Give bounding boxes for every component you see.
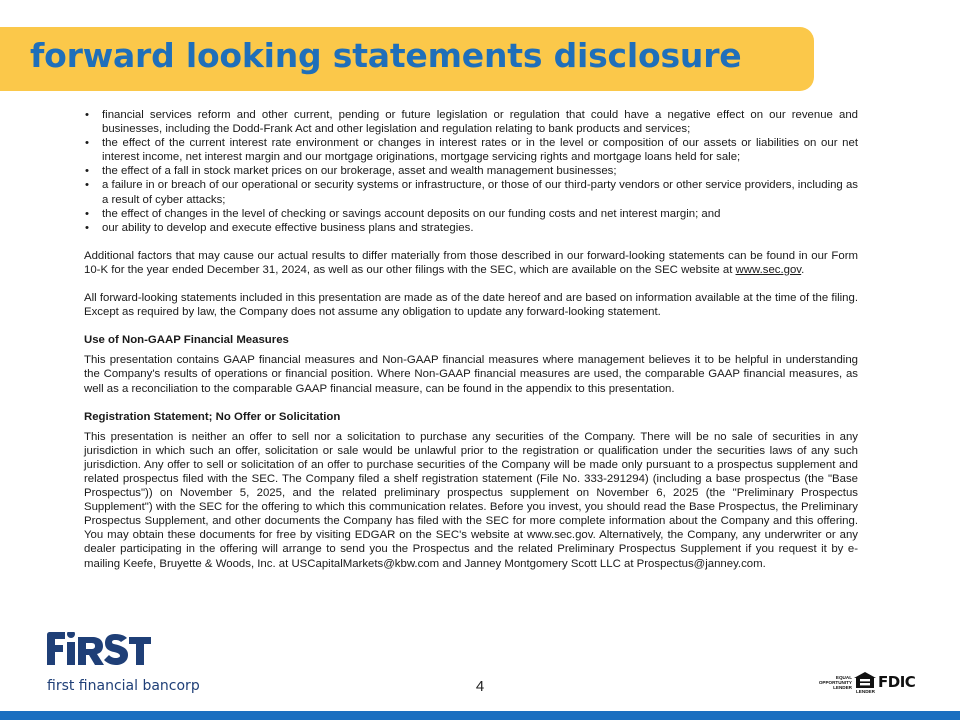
additional-factors-paragraph (84, 249, 858, 277)
equal-housing-icon (854, 672, 876, 688)
logo-wordmark (47, 632, 151, 665)
first-financial-logo (47, 632, 151, 666)
page-number: 4 (475, 678, 485, 695)
fdic-logo: FDIC (878, 673, 916, 691)
list-item: • the effect of a fall in stock market prices on our brokerage, asset and wealth management businesses; (84, 164, 858, 178)
forward-looking-paragraph: All forward-looking statements included in this presentation are made as of the date hereof and are based on information available at the time of the filing. Except as required by law, the Company does not assume any obligation to update any forward-looking statement. (84, 292, 858, 319)
registration-paragraph: This presentation is neither an offer to sell nor a solicitation to purchase any securities of the Company. There will be no sale of securities in any jurisdiction in which such an offer, solicitation or sale would be unlawful prior to the registration or qualification under the securities laws of any such jurisdiction. Any offer to sell or solicitation of an offer to purchase securities of the Company will be made only pursuant to a prospectus supplement and related prospectus filed with the SEC. The Company filed a shelf registration statement (File No. 333-291294) (including a base prospectus (the "Base Prospectus")) on November 5, 2025, and the related preliminary prospectus supplement on November 6, 2025 (the "Preliminary Prospectus Supplement") with the SEC for the offering to which this communication relates. Before you invest, you should read the Base Prospectus, the Preliminary Prospectus Supplement, and other documents the Company has filed with the SEC for more complete information about the Company and this offering. You may obtain these documents for free by visiting EDGAR on the SEC's website at www.sec.gov. Alternatively, the Company, any underwriter or any dealer participating in the offering will arrange to send you the Prospectus and the related Preliminary Prospectus Supplement if you request it by e-mailing Keefe, Bruyette & Woods, Inc. at USCapitalMarkets@kbw.com and Janney Montgomery Scott LLC at Prospectus@janney.com. (84, 430, 858, 570)
disclosure-body (84, 108, 858, 571)
company-name: first financial bancorp (47, 678, 200, 694)
list-item: • the effect of changes in the level of checking or savings account deposits on our funding costs and net interest margin; and (84, 207, 858, 221)
footer-bar (0, 711, 960, 720)
lender-label: LENDER (856, 689, 875, 694)
list-item: • the effect of the current interest rate environment or changes in interest rates or in the level or composition of our assets or liabilities on our net interest income, net interest margin and our mortgage originations, mortgage servicing rights and mortgage loans held for sale; (84, 136, 858, 164)
non-gaap-paragraph: This presentation contains GAAP financial measures and Non-GAAP financial measures where management believes it to be helpful in understanding the Company's results of operations or financial position. Where Non-GAAP financial measures are used, the comparable GAAP financial measures, as well as a reconciliation to the comparable GAAP financial measure, can be found in the appendix to this presentation. (84, 354, 858, 395)
period: . (801, 263, 805, 276)
non-gaap-heading: Use of Non-GAAP Financial Measures (84, 334, 289, 347)
equal-opportunity-text: EQUAL OPPORTUNITY LENDER (818, 675, 852, 691)
page-title: forward looking statements disclosure (30, 36, 742, 75)
additional-factors-text: Additional factors that may cause our actual results to differ materially from those described in our forward-looking statements can be found in our Form 10-K for the year ended December 31, 2024, as well as our other filings with the SEC, which are available on the SEC website at (84, 249, 858, 276)
list-item: • a failure in or breach of our operational or security systems or infrastructure, or those of our third-party vendors or other service providers, including as a result of cyber attacks; (84, 178, 858, 206)
sec-website-link[interactable]: www.sec.gov (735, 263, 802, 276)
list-item: • financial services reform and other current, pending or future legislation or regulation that could have a negative effect on our revenue and businesses, including the Dodd-Frank Act and other legislation and regulation relating to bank products and services; (84, 108, 858, 136)
risk-factor-list (84, 108, 858, 235)
registration-heading: Registration Statement; No Offer or Solicitation (84, 410, 341, 423)
list-item: • our ability to develop and execute effective business plans and strategies. (84, 221, 858, 235)
